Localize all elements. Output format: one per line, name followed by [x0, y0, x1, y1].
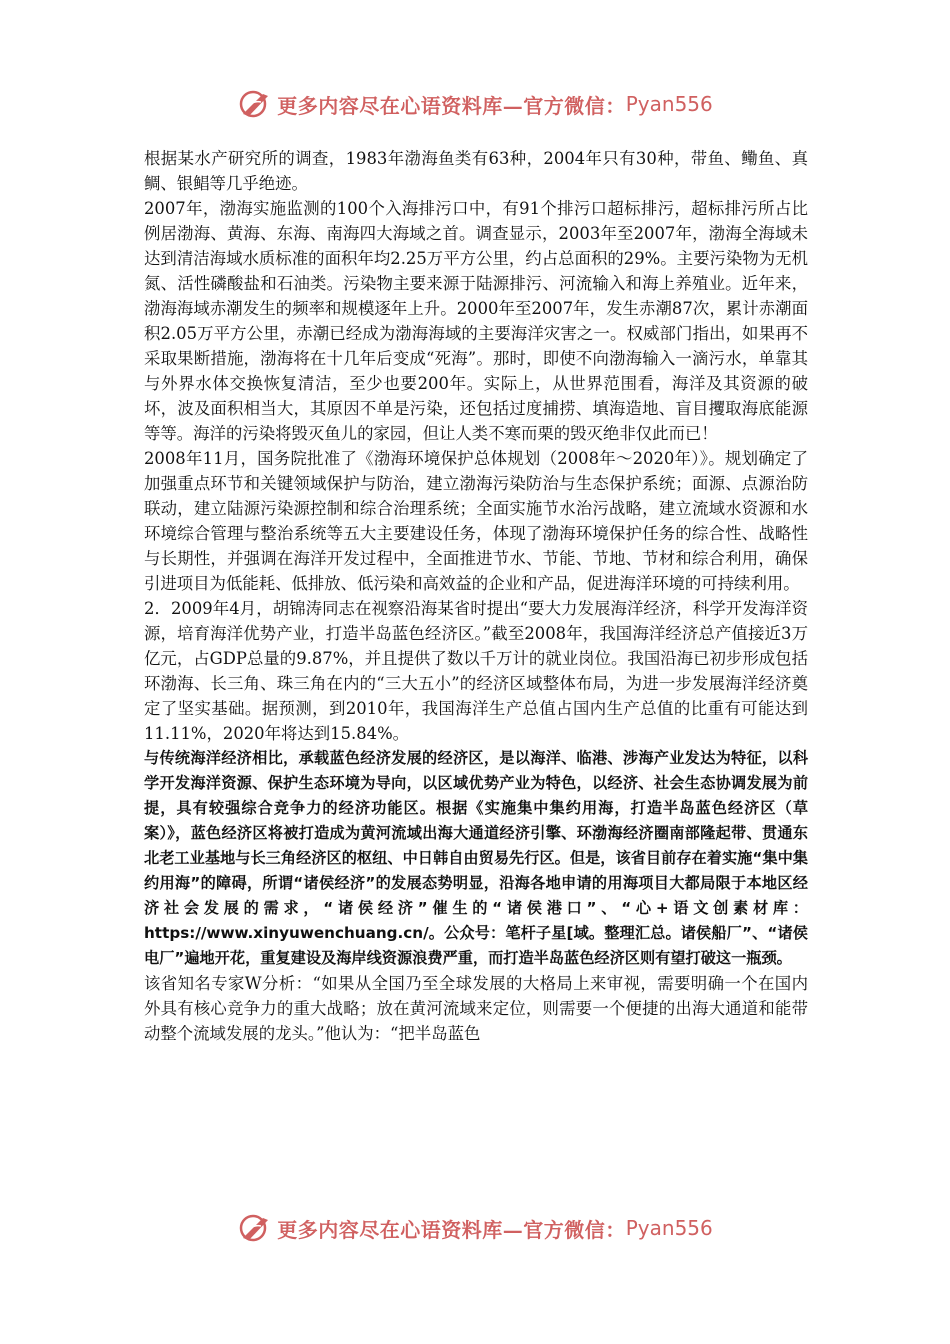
paragraph-protection-plan: 2008年11月，国务院批准了《渤海环境保护总体规划（2008年～2020年）》。规划确定了加强重点环节和关键领域保护与防治，建立渤海污染防治与生态保护系统；面源、点源治防联动，建立陆源污染源控制和综合治理系统；全面实施节水治污战略，建立流域水资源和水环境综合管理与整治系统等五大主要建设任务，体现了渤海环境保护任务的综合性、战略性与长期性，并强调在海洋开发过程中，全面推进节水、节能、节地、节材和综合利用，确保引进项目为低能耗、低排放、低污染和高效益的企业和产品，促进海洋环境的可持续利用。 — [144, 449, 808, 593]
paragraph-expert-analysis: 该省知名专家W分析：“如果从全国乃至全球发展的大格局上来审视，需要明确一个在国内外具有核心竞争力的重大战略；放在黄河流域来定位，则需要一个便捷的出海大通道和能带动整个流域发展的龙头。”他认为：“把半岛蓝色 — [144, 974, 808, 1043]
watermark-bottom-id: Pyan556 — [625, 1216, 713, 1240]
document-body — [144, 146, 808, 1046]
watermark-bottom-text: 更多内容尽在心语资料库—官方微信： — [277, 1217, 626, 1242]
pen-logo-icon — [237, 86, 273, 122]
paragraph-pollution-2007: 2007年，渤海实施监测的100个入海排污口中，有91个排污口超标排污，超标排污所占比例居渤海、黄海、东海、南海四大海域之首。调查显示，2003年至2007年，渤海全海域未达到清洁海域水质标准的面积年均2.25万平方公里，约占总面积的29%。主要污染物为无机氮、活性磷酸盐和石油类。污染物主要来源于陆源排污、河流输入和海上养殖业。近年来，渤海海域赤潮发生的频率和规模逐年上升。2000年至2007年，发生赤潮87次，累计赤潮面积2.05万平方公里，赤潮已经成为渤海海域的主要海洋灾害之一。权威部门指出，如果再不采取果断措施，渤海将在十几年后变成“死海”。那时，即使不向渤海输入一滴污水，单靠其与外界水体交换恢复清洁，至少也要200年。实际上，从世界范围看，海洋及其资源的破坏，波及面积相当大，其原因不单是污染，还包括过度捕捞、填海造地、盲目攫取海底能源等等。海洋的污染将毁灭鱼儿的家园，但让人类不寒而栗的毁灭绝非仅此而已！ — [144, 199, 808, 443]
watermark-banner-top — [0, 84, 950, 124]
paragraph-fish-survey: 根据某水产研究所的调查，1983年渤海鱼类有63种，2004年只有30种，带鱼、鳓鱼、真鲷、银鲳等几乎绝迹。 — [144, 149, 808, 193]
pen-logo-icon — [237, 1210, 273, 1246]
watermark-banner-bottom — [0, 1208, 950, 1248]
paragraph-marine-economy: 2．2009年4月，胡锦涛同志在视察沿海某省时提出“要大力发展海洋经济，科学开发海洋资源，培育海洋优势产业，打造半岛蓝色经济区。”截至2008年，我国海洋经济总产值接近3万亿元，占GDP总量的9.87%，并且提供了数以千万计的就业岗位。我国沿海已初步形成包括环渤海、长三角、珠三角在内的“三大五小”的经济区域整体布局，为进一步发展海洋经济奠定了坚实基础。据预测，到2010年，我国海洋生产总值占国内生产总值的比重有可能达到11.11%，2020年将达到15.84%。 — [144, 599, 808, 743]
paragraph-blue-economic-zone: 与传统海洋经济相比，承载蓝色经济发展的经济区，是以海洋、临港、涉海产业发达为特征，以科学开发海洋资源、保护生态环境为导向，以区域优势产业为特色，以经济、社会生态协调发展为前提，具有较强综合竞争力的经济功能区。根据《实施集中集约用海，打造半岛蓝色经济区（草案）》，蓝色经济区将被打造成为黄河流域出海大通道经济引擎、环渤海经济圈南部隆起带、贯通东北老工业基地与长三角经济区的枢纽、中日韩自由贸易先行区。但是，该省目前存在着实施“集中集约用海”的障碍，所谓“诸侯经济”的发展态势明显，沿海各地申请的用海项目大都局限于本地区经济社会发展的需求，“诸侯经济”催生的“诸侯港口”、“心+语文创素材库：https://www.xinyuwenchuang.cn/。公众号：笔杆子星[域。整理汇总。诸侯船厂”、“诸侯电厂”遍地开花，重复建设及海岸线资源浪费严重，而打造半岛蓝色经济区则有望打破这一瓶颈。 — [144, 749, 808, 967]
watermark-top-text: 更多内容尽在心语资料库—官方微信： — [277, 93, 626, 118]
watermark-top-id: Pyan556 — [625, 92, 713, 116]
